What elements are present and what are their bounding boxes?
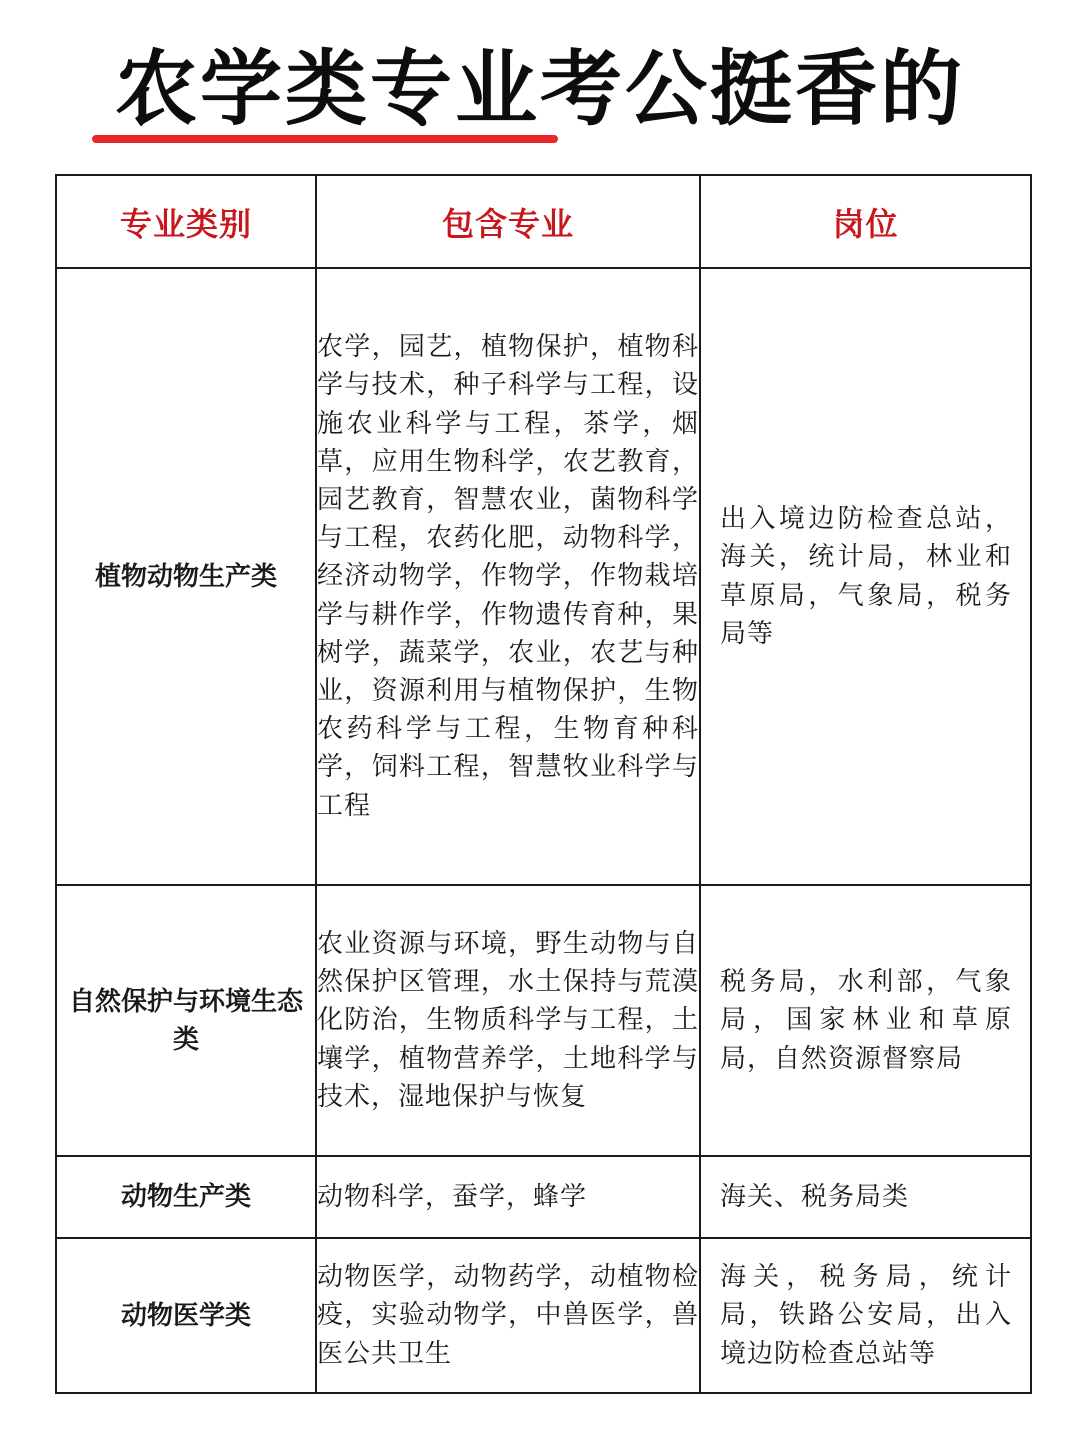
positions-cell: 出入境边防检查总站，海关，统计局，林业和草原局，气象局，税务局等 — [700, 268, 1031, 885]
table-row — [56, 1238, 1031, 1393]
majors-cell: 动物科学，蚕学，蜂学 — [316, 1156, 700, 1238]
majors-cell: 农学，园艺，植物保护，植物科学与技术，种子科学与工程，设施农业科学与工程，茶学，烟草，应用生物科学，农艺教育，园艺教育，智慧农业，菌物科学与工程，农药化肥，动物科学，经济动物学，作物学，作物栽培学与耕作学，作物遗传育种，果树学，蔬菜学，农业，农艺与种业，资源利用与植物保护，生物农药科学与工程，生物育种科学，饲料工程，智慧牧业科学与工程 — [316, 268, 700, 885]
positions-cell: 海关、税务局类 — [700, 1156, 1031, 1238]
table-row — [56, 1156, 1031, 1238]
category-cell: 植物动物生产类 — [56, 268, 316, 885]
title-area — [0, 38, 1080, 158]
category-cell: 动物生产类 — [56, 1156, 316, 1238]
table-row — [56, 268, 1031, 885]
header-majors: 包含专业 — [316, 175, 700, 268]
major-table — [55, 174, 1032, 1394]
positions-cell: 税务局，水利部，气象局，国家林业和草原局，自然资源督察局 — [700, 885, 1031, 1156]
category-cell: 自然保护与环境生态类 — [56, 885, 316, 1156]
category-cell: 动物医学类 — [56, 1238, 316, 1393]
header-category: 专业类别 — [56, 175, 316, 268]
positions-cell: 海关，税务局，统计局，铁路公安局，出入境边防检查总站等 — [700, 1238, 1031, 1393]
header-positions: 岗位 — [700, 175, 1031, 268]
majors-cell: 动物医学，动物药学，动植物检疫，实验动物学，中兽医学，兽医公共卫生 — [316, 1238, 700, 1393]
page-title: 农学类专业考公挺香的 — [114, 42, 965, 137]
majors-cell: 农业资源与环境，野生动物与自然保护区管理，水土保持与荒漠化防治，生物质科学与工程，土壤学，植物营养学，土地科学与技术，湿地保护与恢复 — [316, 885, 700, 1156]
table-row — [56, 885, 1031, 1156]
table-header-row — [56, 175, 1031, 268]
